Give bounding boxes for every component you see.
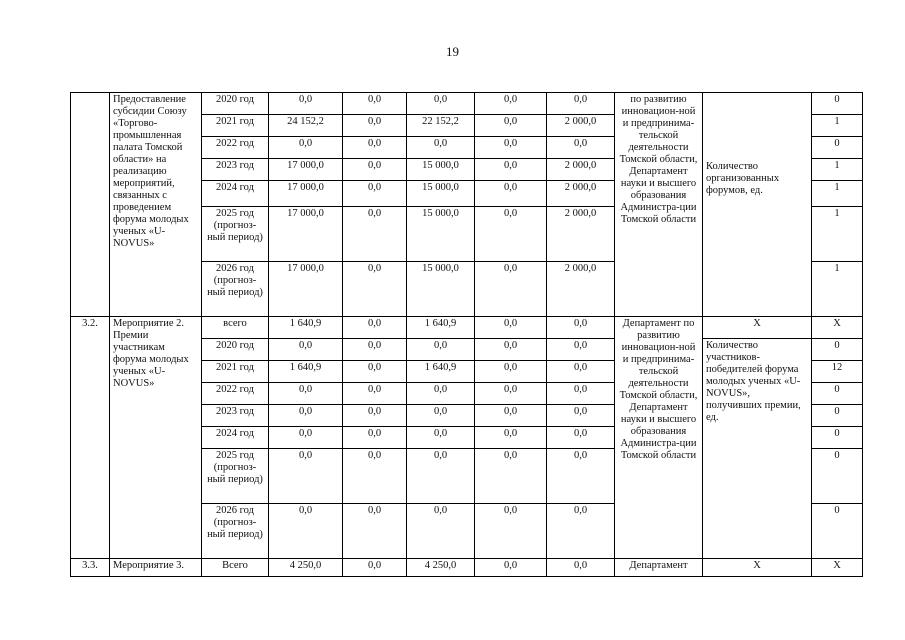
total-cell: 4 250,0 [269, 559, 343, 577]
extrabudget-cell: 2 000,0 [547, 262, 615, 317]
extrabudget-cell: 0,0 [547, 339, 615, 361]
federal-cell: 0,0 [343, 427, 407, 449]
extrabudget-cell: 0,0 [547, 361, 615, 383]
local-cell: 0,0 [475, 339, 547, 361]
indicator-value-cell: 0 [812, 93, 863, 115]
department-cell: по развитию инновацион-ной и предпринима-тельской деятельности Томской области, Департамент науки и высшего образования Администра-ции Томской области [615, 93, 703, 317]
total-cell: 17 000,0 [269, 262, 343, 317]
federal-cell: 0,0 [343, 137, 407, 159]
total-cell: 0,0 [269, 504, 343, 559]
federal-cell: 0,0 [343, 383, 407, 405]
total-cell: 17 000,0 [269, 159, 343, 181]
regional-cell: 15 000,0 [407, 207, 475, 262]
federal-cell: 0,0 [343, 317, 407, 339]
indicator-value-cell: 1 [812, 207, 863, 262]
year-cell: Всего [202, 559, 269, 577]
indicator-value-cell: X [812, 559, 863, 577]
year-cell: 2020 год [202, 339, 269, 361]
federal-cell: 0,0 [343, 449, 407, 504]
table-row [71, 559, 863, 577]
row-number-cell: 3.2. [71, 317, 110, 559]
event-name-cell: Мероприятие 2. Премии участникам форума молодых ученых «U-NOVUS» [110, 317, 202, 559]
total-cell: 0,0 [269, 93, 343, 115]
year-cell: 2022 год [202, 137, 269, 159]
total-cell: 0,0 [269, 405, 343, 427]
local-cell: 0,0 [475, 427, 547, 449]
federal-cell: 0,0 [343, 181, 407, 207]
federal-cell: 0,0 [343, 339, 407, 361]
extrabudget-cell: 2 000,0 [547, 159, 615, 181]
department-cell: Департамент по развитию инновацион-ной и предпринима-тельской деятельности Томской области, Департамент науки и высшего образования Администра-ции Томской области [615, 317, 703, 559]
year-cell: 2024 год [202, 427, 269, 449]
federal-cell: 0,0 [343, 405, 407, 427]
page-number: 19 [446, 44, 459, 59]
table-body [71, 93, 863, 577]
regional-cell: 0,0 [407, 383, 475, 405]
local-cell: 0,0 [475, 115, 547, 137]
table-row [71, 317, 863, 339]
year-cell: 2023 год [202, 405, 269, 427]
total-cell: 0,0 [269, 449, 343, 504]
regional-cell: 0,0 [407, 427, 475, 449]
indicator-cell: Количество участников-победителей форума молодых ученых «U-NOVUS», получивших премии, ед. [703, 339, 812, 559]
federal-cell: 0,0 [343, 504, 407, 559]
regional-cell: 1 640,9 [407, 361, 475, 383]
extrabudget-cell: 0,0 [547, 504, 615, 559]
indicator-value-cell: 1 [812, 159, 863, 181]
extrabudget-cell: 0,0 [547, 383, 615, 405]
local-cell: 0,0 [475, 317, 547, 339]
total-cell: 0,0 [269, 137, 343, 159]
extrabudget-cell: 0,0 [547, 317, 615, 339]
extrabudget-cell: 2 000,0 [547, 181, 615, 207]
extrabudget-cell: 0,0 [547, 137, 615, 159]
local-cell: 0,0 [475, 93, 547, 115]
regional-cell: 15 000,0 [407, 181, 475, 207]
year-cell: всего [202, 317, 269, 339]
extrabudget-cell: 2 000,0 [547, 207, 615, 262]
regional-cell: 1 640,9 [407, 317, 475, 339]
local-cell: 0,0 [475, 383, 547, 405]
total-cell: 0,0 [269, 339, 343, 361]
local-cell: 0,0 [475, 207, 547, 262]
event-name-cell: Предоставление субсидии Союзу «Торгово-промышленная палата Томской области» на реализацию мероприятий, связанных с проведением форума молодых ученых «U-NOVUS» [110, 93, 202, 317]
indicator-value-cell: 1 [812, 181, 863, 207]
year-cell: 2021 год [202, 115, 269, 137]
program-table [70, 92, 863, 577]
local-cell: 0,0 [475, 405, 547, 427]
total-cell: 17 000,0 [269, 181, 343, 207]
regional-cell: 15 000,0 [407, 262, 475, 317]
indicator-value-cell: 12 [812, 361, 863, 383]
regional-cell: 15 000,0 [407, 159, 475, 181]
indicator-value-cell: 0 [812, 137, 863, 159]
row-number-cell: 3.3. [71, 559, 110, 577]
year-cell: 2022 год [202, 383, 269, 405]
year-cell: 2020 год [202, 93, 269, 115]
year-cell: 2026 год (прогноз-ный период) [202, 262, 269, 317]
federal-cell: 0,0 [343, 93, 407, 115]
regional-cell: 22 152,2 [407, 115, 475, 137]
extrabudget-cell: 0,0 [547, 559, 615, 577]
regional-cell: 4 250,0 [407, 559, 475, 577]
year-cell: 2025 год (прогноз-ный период) [202, 207, 269, 262]
federal-cell: 0,0 [343, 559, 407, 577]
indicator-value-cell: 0 [812, 339, 863, 361]
indicator-cell: X [703, 559, 812, 577]
total-cell: 17 000,0 [269, 207, 343, 262]
total-cell: 24 152,2 [269, 115, 343, 137]
row-number-cell [71, 93, 110, 317]
local-cell: 0,0 [475, 262, 547, 317]
indicator-value-cell: 0 [812, 427, 863, 449]
indicator-value-cell: 1 [812, 262, 863, 317]
regional-cell: 0,0 [407, 93, 475, 115]
regional-cell: 0,0 [407, 405, 475, 427]
federal-cell: 0,0 [343, 207, 407, 262]
extrabudget-cell: 0,0 [547, 93, 615, 115]
table-row [71, 93, 863, 115]
regional-cell: 0,0 [407, 339, 475, 361]
indicator-value-cell: 0 [812, 383, 863, 405]
year-cell: 2024 год [202, 181, 269, 207]
local-cell: 0,0 [475, 361, 547, 383]
year-cell: 2026 год (прогноз-ный период) [202, 504, 269, 559]
indicator-value-cell: 0 [812, 504, 863, 559]
local-cell: 0,0 [475, 559, 547, 577]
total-cell: 0,0 [269, 427, 343, 449]
extrabudget-cell: 2 000,0 [547, 115, 615, 137]
federal-cell: 0,0 [343, 361, 407, 383]
year-cell: 2025 год (прогноз-ный период) [202, 449, 269, 504]
extrabudget-cell: 0,0 [547, 449, 615, 504]
extrabudget-cell: 0,0 [547, 427, 615, 449]
federal-cell: 0,0 [343, 262, 407, 317]
total-cell: 0,0 [269, 383, 343, 405]
indicator-value-cell: X [812, 317, 863, 339]
federal-cell: 0,0 [343, 115, 407, 137]
regional-cell: 0,0 [407, 137, 475, 159]
event-name-cell: Мероприятие 3. [110, 559, 202, 577]
federal-cell: 0,0 [343, 159, 407, 181]
local-cell: 0,0 [475, 137, 547, 159]
year-cell: 2021 год [202, 361, 269, 383]
indicator-cell: Количество организованных форумов, ед. [703, 93, 812, 317]
regional-cell: 0,0 [407, 449, 475, 504]
indicator-cell: X [703, 317, 812, 339]
year-cell: 2023 год [202, 159, 269, 181]
extrabudget-cell: 0,0 [547, 405, 615, 427]
indicator-value-cell: 0 [812, 405, 863, 427]
regional-cell: 0,0 [407, 504, 475, 559]
local-cell: 0,0 [475, 504, 547, 559]
department-cell: Департамент [615, 559, 703, 577]
total-cell: 1 640,9 [269, 361, 343, 383]
indicator-value-cell: 0 [812, 449, 863, 504]
indicator-value-cell: 1 [812, 115, 863, 137]
local-cell: 0,0 [475, 181, 547, 207]
local-cell: 0,0 [475, 159, 547, 181]
total-cell: 1 640,9 [269, 317, 343, 339]
local-cell: 0,0 [475, 449, 547, 504]
